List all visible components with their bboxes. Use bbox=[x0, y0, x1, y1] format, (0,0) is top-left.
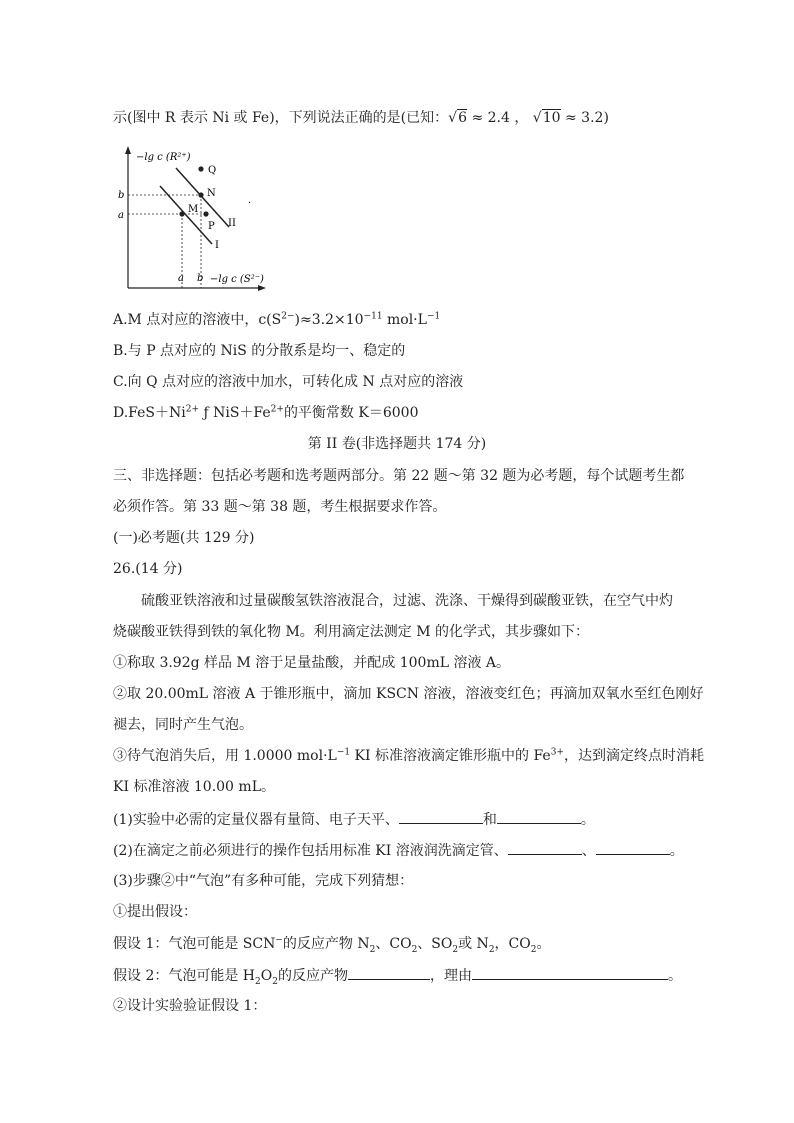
step-1: ①称取 3.92g 样品 M 溶于足量盐酸，并配成 100mL 溶液 A。 bbox=[113, 655, 511, 671]
step-2-line-2: 褪去，同时产生气泡。 bbox=[113, 717, 253, 733]
series-label-II: II bbox=[228, 218, 236, 229]
series-line-II bbox=[176, 168, 229, 227]
question-1: (1)实验中必需的定量仪器有量筒、电子天平、 和 。 bbox=[113, 809, 595, 830]
instruction-line-1: 三、非选择题：包括必考题和选考题两部分。第 22 题～第 32 题为必考题，每个试题考生都 bbox=[113, 468, 685, 484]
intro-line: 示(图中 R 表示 Ni 或 Fe)，下列说法正确的是(已知：√6 ≈ 2.4 ， √10 ≈ 3.2) bbox=[113, 110, 609, 126]
point-Q bbox=[198, 166, 203, 171]
instruction-line-2: 必须作答。第 33 题～第 38 题，考生根据要求作答。 bbox=[113, 499, 447, 515]
step-3-line-2: KI 标准溶液 10.00 mL。 bbox=[113, 779, 275, 795]
stray-mark: · bbox=[248, 198, 252, 209]
answer-blank-hyp2b[interactable] bbox=[472, 965, 668, 980]
solubility-chart bbox=[112, 140, 292, 300]
intro-approx-2: ≈ 3.2) bbox=[565, 110, 609, 126]
point-label-P: P bbox=[208, 221, 215, 232]
intro-approx-1: ≈ 2.4 ， bbox=[471, 110, 529, 126]
y-tick-b: b bbox=[118, 190, 125, 201]
question-number: 26.(14 分) bbox=[113, 561, 183, 577]
intro-text: 示(图中 R 表示 Ni 或 Fe)，下列说法正确的是(已知： bbox=[113, 110, 449, 126]
stem-line-1: 硫酸亚铁溶液和过量碳酸氢铁溶液混合，过滤、洗涤、干燥得到碳酸亚铁，在空气中灼 bbox=[141, 593, 673, 609]
option-d: $D.FeS+Ni^{2+}$ ƒ $NiS+Fe^{2+}$的平衡常数 K＝6000 bbox=[113, 404, 419, 421]
point-label-Q: Q bbox=[208, 165, 217, 176]
x-tick-a: a bbox=[178, 273, 184, 284]
answer-blank-1b[interactable] bbox=[497, 809, 581, 824]
point-M bbox=[179, 211, 184, 216]
radicand-10: 10 bbox=[542, 110, 561, 126]
radicand-6: 6 bbox=[458, 110, 467, 126]
question-3: (3)步骤②中“气泡”有多种可能，完成下列猜想： bbox=[113, 873, 414, 889]
answer-blank-2b[interactable] bbox=[596, 840, 670, 855]
subsection-title: (一)必考题(共 129 分) bbox=[113, 530, 255, 546]
answer-blank-1a[interactable] bbox=[399, 809, 483, 824]
x-axis-arrow bbox=[258, 285, 266, 291]
option-b: B.与 P 点对应的 NiS 的分散系是均一、稳定的 bbox=[113, 343, 406, 359]
stem-line-2: 烧碳酸亚铁得到铁的氧化物 M。利用滴定法测定 M 的化学式，其步骤如下： bbox=[113, 624, 590, 640]
point-label-N: N bbox=[207, 188, 216, 199]
step-3-line-1: ③待气泡消失后，用 1.0000 $mol\cdot L^{-1}$ KI 标准溶液滴定锥形瓶中的 $Fe^{3+}$，达到滴定终点时消耗 bbox=[113, 747, 704, 764]
question-2: (2)在滴定之前必须进行的操作包括用标准 KI 溶液润洗滴定管、 、 。 bbox=[113, 840, 684, 861]
option-c: C.向 Q 点对应的溶液中加水，可转化成 N 点对应的溶液 bbox=[113, 374, 464, 390]
x-tick-b: b bbox=[197, 273, 204, 284]
step-2-line-1: ②取 20.00mL 溶液 A 于锥形瓶中，滴加 KSCN 溶液，溶液变红色；再滴加双氧水至红色刚好 bbox=[113, 686, 704, 702]
y-axis-arrow bbox=[125, 146, 131, 154]
point-N bbox=[198, 192, 203, 197]
series-label-I: I bbox=[215, 240, 219, 251]
answer-blank-2a[interactable] bbox=[508, 840, 582, 855]
y-axis-label: −lg c (R²⁺) bbox=[136, 152, 191, 163]
hypothesis-2: 假设 2：气泡可能是 $H_2O_2$的反应产物 ，理由 。 bbox=[113, 965, 682, 986]
answer-blank-hyp2a[interactable] bbox=[348, 965, 430, 980]
section-title: 第 II 卷(非选择题共 174 分) bbox=[307, 436, 487, 452]
hypothesis-title: ①提出假设： bbox=[113, 904, 197, 920]
option-a: A.M 点对应的溶液中，$c(S^{2-})\approx 3.2\times 10^{-11}$ $mol\cdot L^{-1}$ bbox=[113, 311, 441, 328]
point-P bbox=[203, 211, 208, 216]
hypothesis-1: 假设 1：气泡可能是 SCN−的反应产物 $N_2$、$CO_2$、$SO_2$或 $N_2$，$CO_2$。 bbox=[113, 935, 551, 955]
design-experiment: ②设计实验验证假设 1： bbox=[113, 998, 267, 1014]
y-tick-a: a bbox=[118, 210, 124, 221]
x-axis-label: −lg c (S²⁻) bbox=[210, 274, 264, 285]
point-label-M: M bbox=[188, 204, 199, 215]
